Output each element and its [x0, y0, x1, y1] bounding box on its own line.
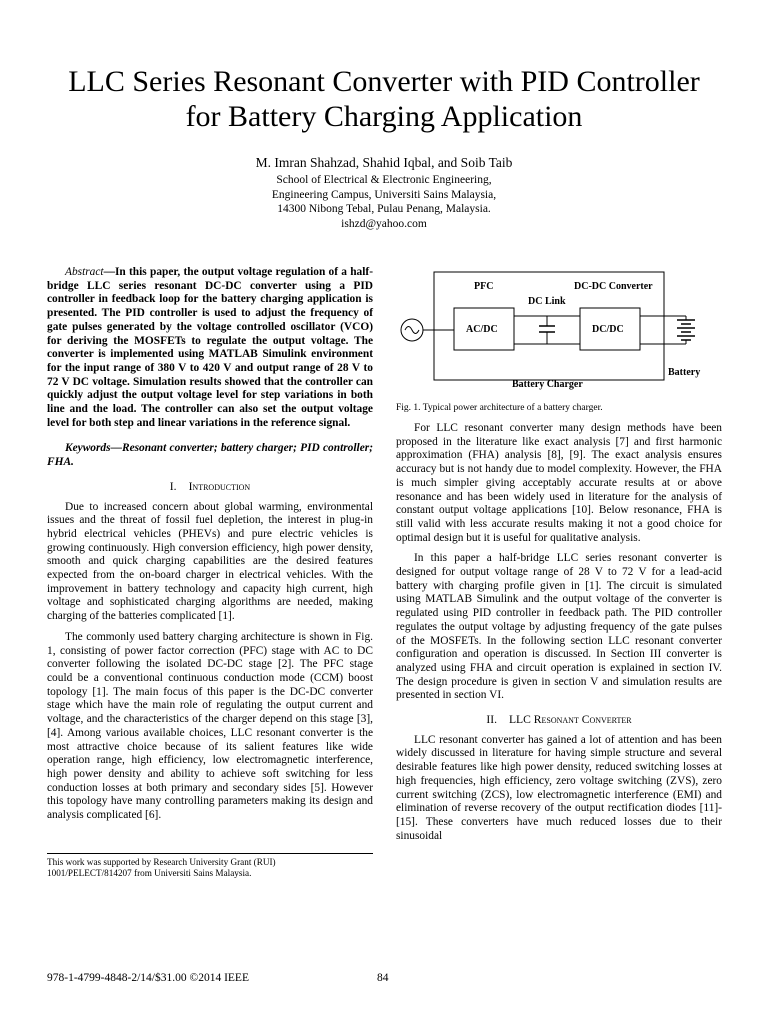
- keywords-text: —Resonant converter; battery charger; PID controller; FHA.: [47, 442, 373, 469]
- keywords: [47, 442, 373, 469]
- affiliation-line: Engineering Campus, Universiti Sains Malaysia,: [271, 188, 497, 201]
- footnote-line: 1001/PELECT/814207 from Universiti Sains Malaysia.: [47, 868, 252, 878]
- body-paragraph: LLC resonant converter has gained a lot of attention and has been widely discussed in literature for having simple structure and several desirable features like high power density, reduced switching losses at high frequencies, high efficiency, zero voltage switching (ZVS), zero current switching (ZCS), low electromagnetic interference (EMI) and elimination of reverse recovery of the output rectification diodes [11]-[15]. These converters have much reduced losses due to their sinusoidal: [396, 733, 722, 842]
- affiliation-line: School of Electrical & Electronic Engineering,: [276, 174, 492, 186]
- body-paragraph: The commonly used battery charging architecture is shown in Fig. 1, consisting of power factor correction (PFC) stage with AC to DC converter following the isolated DC-DC stage [2]. The PFC stage could be a conventional continuous conduction mode (CCM) boost topology [1]. The main focus of this paper is the DC-DC converter stage which have the main role of regulating the output current and voltage, and the characteristics of the charger depend on this stage [3], [4]. Among various available choices, LLC resonant converter is the most attractive choice because of its salient features like wide operation range, high efficiency, low electromagnetic interference, high power density and ability to achieve soft switching for less conduction losses at both primary and secondary sides [5]. However this topology have many controlling parameters making its design and analysis complicated [6].: [47, 630, 373, 822]
- section-title: Introduction: [188, 479, 251, 493]
- label-battery-charger: Battery Charger: [512, 379, 583, 390]
- affiliation: [20, 173, 748, 231]
- figure-caption: Fig. 1. Typical power architecture of a battery charger.: [396, 403, 603, 413]
- body-paragraph: Due to increased concern about global warming, environmental issues and the threat of fossil fuel depletion, the interest in plug-in hybrid electrical vehicles (PHEVs) and pure electric vehicles is growing continuously. High conversion efficiency, high power density, smooth and quick charging capabilities are the desired features expected from the on-board charger in electrical vehicles. With the improvement in battery technology and capacity high current, high voltage and sophisticated charging algorithms are needed, making charging of the batteries complicated [1].: [47, 500, 373, 623]
- funding-footnote: [47, 853, 373, 879]
- abstract-text: —In this paper, the output voltage regulation of a half-bridge LLC series resonant DC-DC converter using a PID controller in feedback loop for the battery charging application is presented. The PID controller is used to adjust the frequency of gate pulses generated by the voltage controlled oscillator (VCO) for deriving the MOSFETs to regulate the output voltage. The converter is implemented using MATLAB Simulink environment for the input range of 380 V to 420 V and output range of 28 V to 72 V DC voltage. Simulation results showed that the controller can quickly adjust the output voltage level for step variations in both line and the load. The controller can also set the output voltage level for both step and linear variations in the reference signal.: [47, 266, 373, 429]
- title-line-1: LLC Series Resonant Converter with PID Controller: [68, 65, 700, 98]
- right-column: [396, 266, 722, 850]
- footnote-line: This work was supported by Research University Grant (RUI): [47, 857, 276, 867]
- footer-isbn: 978-1-4799-4848-2/14/$31.00 ©2014 IEEE: [47, 972, 249, 984]
- section-heading-llc: [396, 713, 722, 727]
- page-number: 84: [377, 972, 389, 984]
- label-acdc: AC/DC: [466, 324, 498, 335]
- figure-1: [396, 268, 722, 396]
- section-number: I.: [169, 479, 177, 493]
- affiliation-line: 14300 Nibong Tebal, Pulau Penang, Malaysia.: [277, 203, 491, 215]
- title-line-2: for Battery Charging Application: [185, 100, 583, 133]
- section-title: LLC Resonant Converter: [508, 713, 632, 727]
- label-dcdc: DC/DC: [592, 324, 624, 335]
- label-dcdc-converter: DC-DC Converter: [574, 281, 653, 292]
- abstract: [47, 266, 373, 430]
- label-pfc: PFC: [474, 281, 494, 292]
- keywords-label: Keywords: [65, 442, 111, 455]
- section-number: II.: [486, 713, 497, 727]
- author-email: ishzd@yahoo.com: [341, 217, 427, 230]
- label-battery: Battery: [668, 367, 701, 378]
- author-list: M. Imran Shahzad, Shahid Iqbal, and Soib Taib: [255, 155, 513, 170]
- battery-icon: [677, 320, 695, 340]
- section-heading-introduction: [47, 480, 373, 494]
- label-dc-link: DC Link: [528, 296, 566, 307]
- left-column: [47, 266, 373, 830]
- body-paragraph: For LLC resonant converter many design methods have been proposed in the literature like exact analysis [7] and first harmonic approximation (FHA) analysis [8], [9]. The exact analysis ensures accuracy but is not handy due to model complexity. However, the FHA is much simpler giving acceptably accurate results at or above resonance and has been widely used in literature for the analysis of constant output voltage applications [10]. Below resonance, FHA is still valid with less accurate results making it not a good choice for optimal design but it is useful for qualitative analysis.: [396, 422, 722, 544]
- paper-title: [20, 64, 748, 134]
- abstract-label: Abstract: [65, 266, 104, 278]
- body-paragraph: In this paper a half-bridge LLC series resonant converter is designed for output voltage range of 28 V to 72 V for a lead-acid battery with charging profile given in [1]. The circuit is simulated using MATLAB Simulink and the output voltage of the converter is regulated using PID controller in feedback path. The PID controller regulates the output voltage by adjusting frequency of the gate pulses of the MOSFETs. In the following section LLC resonant converter configuration and operation is discussed. In Section III converter is analyzed using FHA and circuit operation is explained in section IV. The design procedure is given in section V and simulation results are presented in section VI.: [396, 552, 722, 702]
